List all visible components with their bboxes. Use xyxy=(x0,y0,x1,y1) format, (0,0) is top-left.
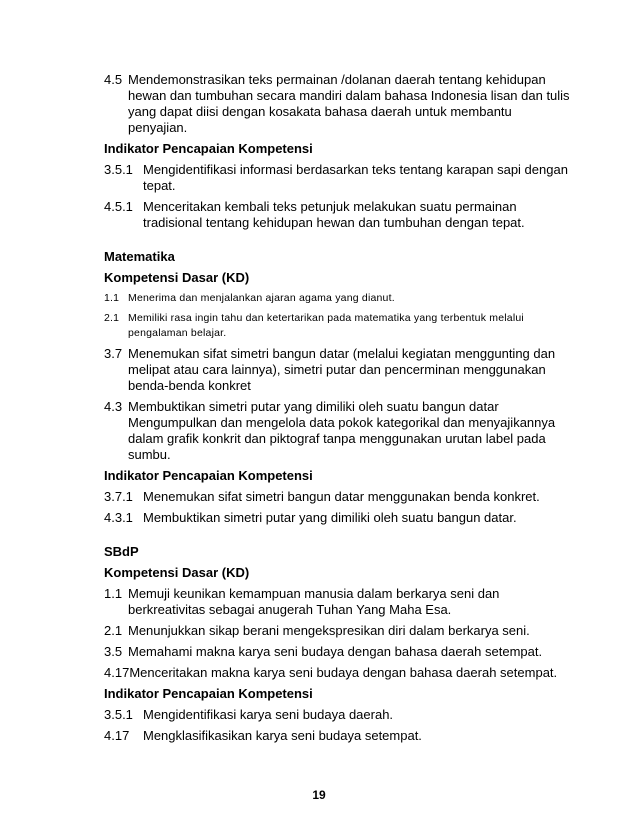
kd-item xyxy=(104,644,574,660)
ipk-item xyxy=(104,199,574,231)
ipk-item xyxy=(104,510,574,526)
ipk-text: Mengklasifikasikan karya seni budaya setempat. xyxy=(143,728,422,743)
kd-number: 3.5 xyxy=(104,644,123,659)
ipk-text: Menceritakan kembali teks petunjuk melakukan suatu permainan tradisional tentang kehidupan hewan dan tumbuhan dengan tepat. xyxy=(143,199,525,230)
kd-text: Memiliki rasa ingin tahu dan ketertarikan pada matematika yang terbentuk melalui pengalaman belajar. xyxy=(128,312,524,339)
kd-text: Menceritakan makna karya seni budaya dengan bahasa daerah setempat. xyxy=(129,665,558,680)
kd-heading: Kompetensi Dasar (KD) xyxy=(104,565,250,580)
kd-item-small xyxy=(104,291,574,306)
ipk-text: Membuktikan simetri putar yang dimiliki oleh suatu bangun datar. xyxy=(143,510,517,525)
kd-item xyxy=(104,346,574,394)
kd-heading: Kompetensi Dasar (KD) xyxy=(104,270,250,285)
ipk-number: 4.17 xyxy=(104,728,130,743)
ipk-item xyxy=(104,728,574,744)
kd-number: 1.1 xyxy=(104,292,120,304)
ipk-text: Menemukan sifat simetri bangun datar menggunakan benda konkret. xyxy=(143,489,540,504)
ipk-heading: Indikator Pencapaian Kompetensi xyxy=(104,686,313,701)
subject-title-sbdp: SBdP xyxy=(104,544,139,559)
kd-number: 4.17 xyxy=(104,665,130,680)
kd-number: 1.1 xyxy=(104,586,123,601)
ipk-number: 3.5.1 xyxy=(104,707,133,722)
ipk-number: 3.5.1 xyxy=(104,162,133,177)
ipk-text: Mengidentifikasi karya seni budaya daerah. xyxy=(143,707,394,722)
document-page xyxy=(104,72,574,749)
ipk-heading: Indikator Pencapaian Kompetensi xyxy=(104,468,313,483)
kd-text: Mendemonstrasikan teks permainan /dolanan daerah tentang kehidupan hewan dan tumbuhan secara mandiri dalam bahasa Indonesia lisan dan tulis yang dapat diisi dengan kosakata bahasa daerah untuk membantu penyajian. xyxy=(128,72,570,135)
kd-text: Memuji keunikan kemampuan manusia dalam berkarya seni dan berkreativitas sebagai anugerah Tuhan Yang Maha Esa. xyxy=(128,586,500,617)
kd-text: Memahami makna karya seni budaya dengan bahasa daerah setempat. xyxy=(128,644,543,659)
kd-item xyxy=(104,399,574,463)
ipk-item xyxy=(104,707,574,723)
kd-number: 2.1 xyxy=(104,623,123,638)
kd-item xyxy=(104,665,574,681)
ipk-text: Mengidentifikasi informasi berdasarkan teks tentang karapan sapi dengan tepat. xyxy=(143,162,568,193)
kd-text: Menerima dan menjalankan ajaran agama yang dianut. xyxy=(128,292,395,304)
ipk-heading: Indikator Pencapaian Kompetensi xyxy=(104,141,313,156)
kd-item xyxy=(104,586,574,618)
ipk-item xyxy=(104,489,574,505)
kd-text: Menemukan sifat simetri bangun datar (melalui kegiatan menggunting dan melipat atau cara lainnya), simetri putar dan pencerminan menggunakan benda-benda konkret xyxy=(128,346,556,393)
ipk-number: 4.5.1 xyxy=(104,199,133,214)
ipk-number: 3.7.1 xyxy=(104,489,133,504)
kd-text: Menunjukkan sikap berani mengekspresikan diri dalam berkarya seni. xyxy=(128,623,530,638)
page-number: 19 xyxy=(312,788,326,802)
kd-number: 4.3 xyxy=(104,399,123,414)
kd-item xyxy=(104,623,574,639)
kd-number: 2.1 xyxy=(104,312,120,324)
kd-text: Membuktikan simetri putar yang dimiliki oleh suatu bangun datar Mengumpulkan dan mengelola data pokok kategorikal dan menyajikannya dalam grafik konkrit dan piktograf tanpa menggunakan urutan label pada sumbu. xyxy=(128,399,556,462)
ipk-item xyxy=(104,162,574,194)
kd-number: 4.5 xyxy=(104,72,123,87)
ipk-number: 4.3.1 xyxy=(104,510,133,525)
kd-item xyxy=(104,72,574,136)
kd-number: 3.7 xyxy=(104,346,123,361)
subject-title-matematika: Matematika xyxy=(104,249,175,264)
kd-item-small xyxy=(104,311,574,341)
